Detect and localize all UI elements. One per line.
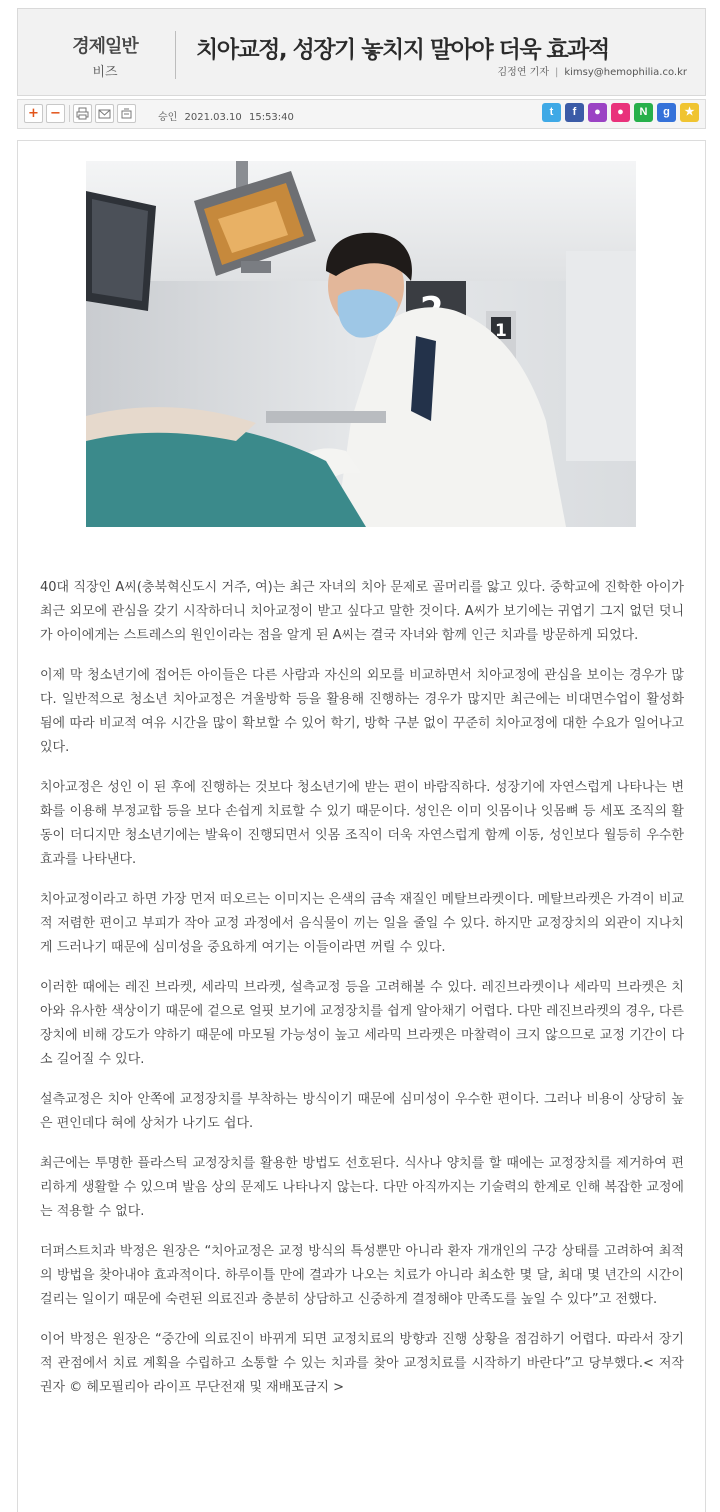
- article-paragraph: 이어 박정은 원장은 “중간에 의료진이 바뀌게 되면 교정치료의 방향과 진행 상황을 점검하기 어렵다. 따라서 장기적 관점에서 치료 계획을 수립하고 소통할 수 있는 치과를 찾아 교정치료를 시작하기 바란다”고 당부했다.< 저작권자 © 헤모필리아 라이프 무단전재 및 재배포금지 >: [40, 1332, 684, 1395]
- font-decrease-button[interactable]: −: [46, 104, 65, 123]
- article-body: [40, 576, 684, 1416]
- author-name: 김정연 기자: [497, 67, 549, 78]
- article-paragraph: 치아교정이라고 하면 가장 먼저 떠오르는 이미지는 은색의 금속 재질인 메탈브라켓이다. 메탈브라켓은 가격이 비교적 저렴한 편이고 부피가 작아 교정 과정에서 음식물이 끼는 일을 줄일 수 있다. 하지만 교정장치의 외관이 지나치게 드러나기 때문에 심미성을 중요하게 여기는 이들이라면 꺼릴 수 있다.: [40, 892, 684, 955]
- article-paragraph: 40대 직장인 A씨(충북혁신도시 거주, 여)는 최근 자녀의 치아 문제로 골머리를 앓고 있다. 중학교에 진학한 아이가 최근 외모에 관심을 갖기 시작하더니 치아교정이 받고 싶다고 말한 것이다. A씨가 보기에는 귀엽기 그지 없던 덧니가 아이에게는 스트레스의 원인이라는 점을 알게 된 A씨는 결국 자녀와 함께 인근 치과를 방문하게 되었다.: [40, 580, 684, 643]
- toolbar-divider: [69, 105, 70, 122]
- share-bookmark-icon[interactable]: ★: [680, 103, 699, 122]
- share-twitter-icon[interactable]: t: [542, 103, 561, 122]
- approval-timestamp: [158, 108, 294, 123]
- article-paragraph: 이러한 때에는 레진 브라켓, 세라믹 브라켓, 설측교정 등을 고려해볼 수 있다. 레진브라켓이나 세라믹 브라켓은 치아와 유사한 색상이기 때문에 겉으로 얼핏 보기에 교정장치를 쉽게 알아채기 어렵다. 다만 레진브라켓의 경우, 다른 장치에 비해 강도가 약하기 때문에 마모될 가능성이 높고 세라믹 브라켓은 마찰력이 크지 않으므로 교정 기간이 다소 길어질 수 있다.: [40, 980, 684, 1067]
- email-icon[interactable]: [95, 104, 114, 123]
- approved-date: 2021.03.10: [184, 112, 242, 123]
- share-chat-icon[interactable]: ●: [588, 103, 607, 122]
- article-headline: 치아교정, 성장기 놓치지 말아야 더욱 효과적: [196, 37, 609, 63]
- article-paragraph: 더퍼스트치과 박정은 원장은 “치아교정은 교정 방식의 특성뿐만 아니라 환자 개개인의 구강 상태를 고려하여 최적의 방법을 찾아내야 효과적이다. 하루이틀 만에 결과가 나오는 치료가 아니라 최소한 몇 달, 최대 몇 년간의 시간이 걸리는 일이기 때문에 숙련된 의료진과 충분히 상담하고 신중하게 결정해야 만족도를 높일 수 있다”고 전했다.: [40, 1244, 684, 1307]
- scrap-icon[interactable]: [117, 104, 136, 123]
- article-paragraph: 설측교정은 치아 안쪽에 교정장치를 부착하는 방식이기 때문에 심미성이 우수한 편이다. 그러나 비용이 상당히 높은 편인데다 혀에 상처가 나기도 쉽다.: [40, 1092, 684, 1131]
- room-number-1: 1: [495, 321, 507, 341]
- byline-divider: |: [554, 67, 559, 78]
- approved-time: 15:53:40: [248, 112, 294, 123]
- article-paragraph: 치아교정은 성인 이 된 후에 진행하는 것보다 청소년기에 받는 편이 바람직하다. 성장기에 자연스럽게 나타나는 변화를 이용해 부정교합 등을 보다 손쉽게 치료할 수 있기 때문이다. 성인은 이미 잇몸이나 잇몸뼈 등 세포 조직의 활동이 더디지만 청소년기에는 발육이 진행되면서 잇몸 조직이 더욱 자연스럽게 함께 이동, 성인보다 월등히 우수한 효과를 나타낸다.: [40, 780, 684, 867]
- header-divider: [175, 31, 176, 79]
- share-story-icon[interactable]: ●: [611, 103, 630, 122]
- section-main-label[interactable]: 경제일반: [72, 36, 138, 57]
- share-naver-icon[interactable]: N: [634, 103, 653, 122]
- approved-label: 승인: [158, 112, 178, 123]
- print-icon[interactable]: [73, 104, 92, 123]
- byline: [498, 63, 688, 78]
- author-email[interactable]: kimsy@hemophilia.co.kr: [564, 67, 687, 78]
- section-label[interactable]: [36, 32, 174, 80]
- article-toolbar: [17, 99, 706, 129]
- article-paragraph: 이제 막 청소년기에 접어든 아이들은 다른 사람과 자신의 외모를 비교하면서 치아교정에 관심을 보이는 경우가 많다. 일반적으로 청소년 치아교정은 겨울방학 등을 활용해 진행하는 경우가 많지만 최근에는 비대면수업이 활성화 됨에 따라 비교적 여유 시간을 많이 확보할 수 있어 학기, 방학 구분 없이 꾸준히 치아교정에 대한 수요가 일어나고 있다.: [40, 668, 684, 755]
- article-paragraph: 최근에는 투명한 플라스틱 교정장치를 활용한 방법도 선호된다. 식사나 양치를 할 때에는 교정장치를 제거하여 편리하게 생활할 수 있으며 발음 상의 문제도 나타나지 않는다. 다만 아직까지는 기술력의 한계로 인해 복잡한 교정에는 적용할 수 없다.: [40, 1156, 684, 1219]
- section-sub-label[interactable]: 비즈: [92, 65, 118, 80]
- photo-illustration: [86, 161, 636, 527]
- share-facebook-icon[interactable]: f: [565, 103, 584, 122]
- share-google-icon[interactable]: g: [657, 103, 676, 122]
- font-increase-button[interactable]: +: [24, 104, 43, 123]
- dentist-photo[interactable]: [86, 161, 636, 527]
- article-header: [17, 8, 706, 96]
